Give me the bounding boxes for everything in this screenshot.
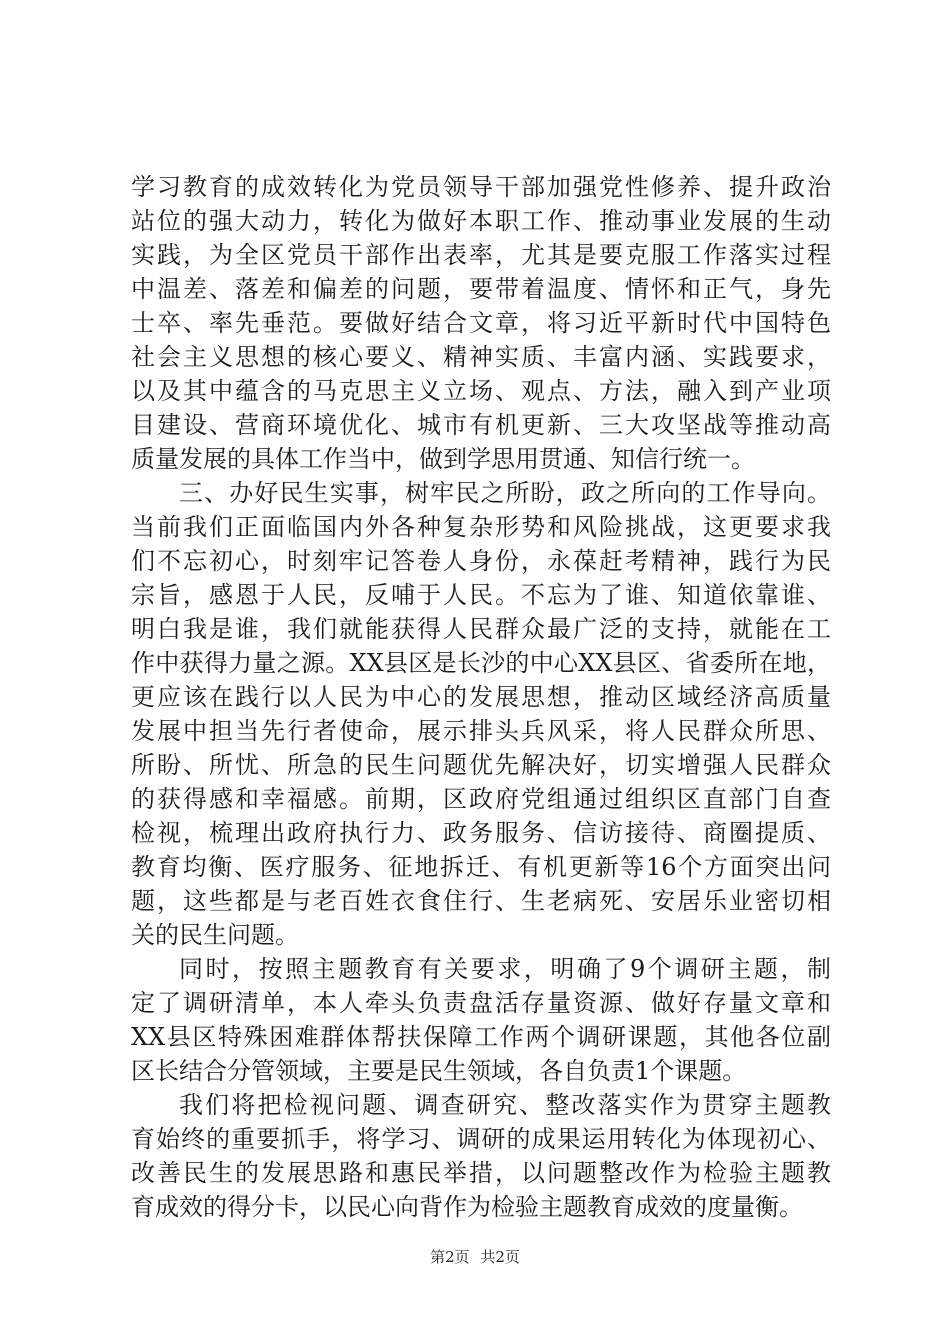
text-line: 中温差、落差和偏差的问题，要带着温度、情怀和正气，身先 <box>131 275 831 303</box>
page-total: 共2页 <box>480 1248 520 1266</box>
text-line: 们不忘初心，时刻牢记答卷人身份，永葆赶考精神，践行为民 <box>131 547 831 575</box>
text-line: 目建设、营商环境优化、城市有机更新、三大攻坚战等推动高 <box>131 411 831 439</box>
text-line: 站位的强大动力，转化为做好本职工作、推动事业发展的生动 <box>131 207 831 235</box>
text-line: 社会主义思想的核心要义、精神实质、丰富内涵、实践要求， <box>131 343 831 371</box>
text-line: 士卒、率先垂范。要做好结合文章，将习近平新时代中国特色 <box>131 309 831 337</box>
text-line: 发展中担当先行者使命，展示排头兵风采，将人民群众所思、 <box>131 717 831 745</box>
text-line: 更应该在践行以人民为中心的发展思想，推动区域经济高质量 <box>131 683 831 711</box>
text-line: 以及其中蕴含的马克思主义立场、观点、方法，融入到产业项 <box>131 377 831 405</box>
text-line: XX县区特殊困难群体帮扶保障工作两个调研课题，其他各位副 <box>131 1023 831 1051</box>
text-line: 检视，梳理出政府执行力、政务服务、信访接待、商圈提质、 <box>131 819 831 847</box>
text-line: 明白我是谁，我们就能获得人民群众最广泛的支持，就能在工 <box>131 615 831 643</box>
text-line: 区长结合分管领域，主要是民生领域，各自负责1个课题。 <box>131 1057 747 1085</box>
page-number: 第2页 <box>430 1248 470 1266</box>
text-line: 的获得感和幸福感。前期，区政府党组通过组织区直部门自查 <box>131 785 831 813</box>
text-line: 质量发展的具体工作当中，做到学思用贯通、知信行统一。 <box>131 445 755 473</box>
text-line: 实践，为全区党员干部作出表率，尤其是要克服工作落实过程 <box>131 241 831 269</box>
text-line: 学习教育的成效转化为党员领导干部加强党性修养、提升政治 <box>131 173 831 201</box>
paragraph-first-line: 同时，按照主题教育有关要求，明确了9个调研主题，制 <box>179 955 831 983</box>
page-footer <box>0 1247 950 1267</box>
document-body <box>131 170 831 1224</box>
text-line: 所盼、所忧、所急的民生问题优先解决好，切实增强人民群众 <box>131 751 831 779</box>
text-line: 宗旨，感恩于人民，反哺于人民。不忘为了谁、知道依靠谁、 <box>131 581 831 609</box>
text-line: 当前我们正面临国内外各种复杂形势和风险挑战，这更要求我 <box>131 513 831 541</box>
text-line: 教育均衡、医疗服务、征地拆迁、有机更新等16个方面突出问 <box>131 853 831 881</box>
section-heading-line: 三、办好民生实事，树牢民之所盼，政之所向的工作导向。 <box>179 479 831 507</box>
text-line: 改善民生的发展思路和惠民举措，以问题整改作为检验主题教 <box>131 1159 831 1187</box>
paragraph-first-line: 我们将把检视问题、调查研究、整改落实作为贯穿主题教 <box>179 1091 831 1119</box>
text-line: 作中获得力量之源。XX县区是长沙的中心XX县区、省委所在地， <box>131 649 831 677</box>
text-line: 育成效的得分卡，以民心向背作为检验主题教育成效的度量衡。 <box>131 1193 803 1221</box>
text-line: 题，这些都是与老百姓衣食住行、生老病死、安居乐业密切相 <box>131 887 831 915</box>
text-line: 育始终的重要抓手，将学习、调研的成果运用转化为体现初心、 <box>131 1125 831 1153</box>
text-line: 关的民生问题。 <box>131 921 299 949</box>
text-line: 定了调研清单，本人牵头负责盘活存量资源、做好存量文章和 <box>131 989 831 1017</box>
